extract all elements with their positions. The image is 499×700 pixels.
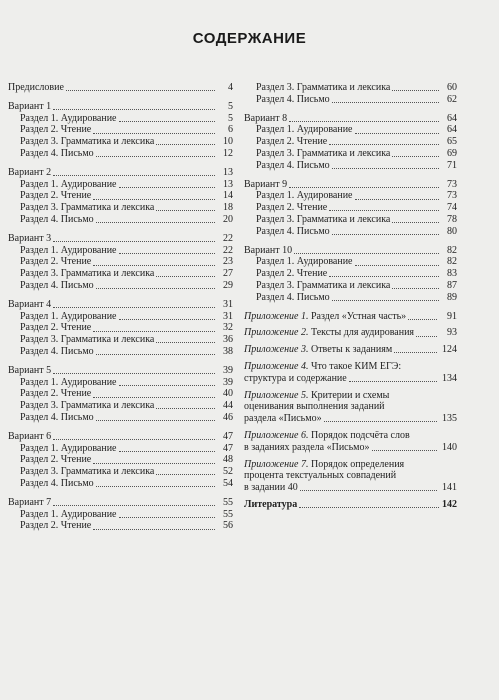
toc-entry-title: Раздел 4. Письмо [256,93,330,105]
toc-entry-section [8,466,233,478]
dot-leader [392,287,439,289]
dot-leader [332,101,439,103]
appendix-text: раздела «Письмо» [244,413,322,425]
toc-entry-variant [8,365,233,377]
toc-page-number: 93 [447,327,457,339]
appendix-line [244,311,457,323]
toc-entry-appendix [244,390,457,425]
appendix-text: Приложение 2. Тексты для аудирования [244,327,415,339]
toc-page-number: 82 [447,256,457,268]
appendix-text: оценивания выполнения заданий [244,401,385,413]
toc-page-number: 124 [442,344,457,356]
toc-entry-section [244,124,457,136]
toc-entry-title: Раздел 2. Чтение [20,124,92,136]
dot-leader [156,341,215,343]
toc-entry-section [8,148,233,160]
toc-gap [8,94,233,101]
toc-entry-title: Раздел 3. Грамматика и лексика [20,136,155,148]
toc-entry-title: Раздел 4. Письмо [20,213,94,225]
toc-page-number: 44 [223,400,233,412]
toc-entry-section [8,256,233,268]
toc-page-number: 13 [223,166,233,178]
dot-leader [119,318,216,320]
toc-page-number: 56 [223,520,233,532]
toc-gap [8,358,233,365]
dot-leader [96,353,215,355]
appendix-name: Приложение 1. [244,310,309,322]
toc-entry-section [8,388,233,400]
toc-page-number: 60 [447,82,457,93]
toc-entry-title: Раздел 4. Письмо [20,411,94,423]
toc-entry-title: Раздел 1. Аудирование [256,190,353,202]
toc-entry-appendix [244,459,457,494]
toc-page-number: 40 [223,388,233,400]
appendix-line [244,413,457,425]
toc-entry-appendix [244,344,457,356]
toc-entry-title: Раздел 3. Грамматика и лексика [20,466,155,478]
toc-entry-section [244,190,457,202]
toc-entry-title: Раздел 3. Грамматика и лексика [256,82,391,93]
toc-entry-variant [8,497,233,509]
dot-leader [53,240,215,242]
toc-entry-title: Литература [244,498,298,510]
toc-page-number: 5 [228,112,233,124]
toc-entry-title: Раздел 3. Грамматика и лексика [256,279,391,291]
appendix-name: Приложение 6. [244,429,309,441]
appendix-text: Приложение 4. Что такое КИМ ЕГЭ: [244,360,402,372]
toc-right-column [244,82,457,511]
toc-entry-title: Раздел 1. Аудирование [20,112,117,124]
dot-leader [332,167,439,169]
toc-entry-section [8,400,233,412]
toc-page-number: 142 [442,498,457,510]
appendix-text: Приложение 1. Раздел «Устная часть» [244,310,407,322]
toc-page-number: 47 [223,430,233,442]
toc-entry-appendix [244,361,457,385]
appendix-line [244,373,457,385]
toc-entry-title: Раздел 3. Грамматика и лексика [256,213,391,225]
toc-entry-title: Раздел 4. Письмо [20,477,94,489]
toc-page-number: 82 [447,244,457,256]
toc-entry-section [8,190,233,202]
toc-page-number: 55 [223,508,233,520]
dot-leader [372,449,437,451]
toc-entry-section [8,520,233,532]
toc-entry-title: Раздел 2. Чтение [20,256,92,268]
dot-leader [289,120,439,122]
appendix-line [244,327,457,339]
toc-entry-title: Раздел 4. Письмо [20,345,94,357]
toc-entry-section [8,268,233,280]
toc-page-number: 13 [223,178,233,190]
toc-page-number: 65 [447,136,457,148]
toc-entry-title: Раздел 1. Аудирование [256,256,353,268]
toc-page-number: 135 [442,413,457,425]
toc-entry-title: Раздел 2. Чтение [256,136,328,148]
toc-page-number: 64 [447,124,457,136]
toc-entry-section [244,202,457,214]
toc-entry-variant [244,179,457,191]
toc-page-number: 55 [223,496,233,508]
dot-leader [119,516,216,518]
toc-page-number: 14 [223,190,233,202]
toc-entry-title: Раздел 2. Чтение [256,268,328,280]
toc-page-number: 39 [223,376,233,388]
dot-leader [355,198,440,200]
toc-entry-appendix [244,430,457,454]
toc-gap [8,226,233,233]
dot-leader [156,209,215,211]
dot-leader [93,132,215,134]
appendix-text: в заданиях раздела «Письмо» [244,441,370,453]
dot-leader [332,299,439,301]
toc-entry-section [244,226,457,238]
dot-leader [66,89,215,91]
dot-leader [119,450,216,452]
toc-entry-title: Вариант 4 [8,298,52,310]
dot-leader [93,462,215,464]
toc-entry-section [8,179,233,191]
dot-leader [96,155,215,157]
toc-page-number: 38 [223,345,233,357]
appendix-line [244,459,457,471]
dot-leader [119,186,216,188]
dot-leader [93,528,215,530]
dot-leader [93,330,215,332]
toc-page-number: 71 [447,159,457,171]
toc-entry-title: Раздел 1. Аудирование [20,310,117,322]
dot-leader [53,174,215,176]
dot-leader [96,221,215,223]
toc-gap [8,424,233,431]
toc-page-number: 91 [447,310,457,322]
toc-gap [244,238,457,245]
toc-entry-section [8,412,233,424]
appendix-text: структура и содержание [244,372,347,384]
toc-entry-title: Раздел 1. Аудирование [20,508,117,520]
toc-entry-title: Раздел 3. Грамматика и лексика [20,202,155,214]
appendix-line [244,430,457,442]
appendix-line [244,390,457,402]
toc-entry-title: Раздел 2. Чтение [256,202,328,214]
toc-page-number: 4 [228,82,233,93]
dot-leader [392,221,439,223]
dot-leader [119,252,216,254]
toc-page-number: 20 [223,213,233,225]
toc-entry-section [244,160,457,172]
toc-page-number: 27 [223,268,233,280]
toc-entry-section [244,94,457,106]
toc-entry-title: Вариант 5 [8,364,52,376]
toc-entry-title: Раздел 1. Аудирование [20,178,117,190]
dot-leader [156,407,215,409]
toc-entry-section [8,334,233,346]
toc-entry-section [8,136,233,148]
toc-entry-title: Вариант 10 [244,244,293,256]
dot-leader [289,186,439,188]
dot-leader [156,275,215,277]
toc-page-number: 48 [223,454,233,466]
appendix-name: Приложение 7. [244,458,309,470]
dot-leader [408,318,437,320]
toc-entry-variant [8,299,233,311]
toc-entry-section [8,311,233,323]
toc-entry-title: Раздел 2. Чтение [20,190,92,202]
dot-leader [329,143,439,145]
toc-entry-section [8,454,233,466]
dot-leader [96,287,215,289]
toc-entry-section [8,113,233,125]
appendix-line [244,344,457,356]
toc-entry-title: Вариант 8 [244,112,288,124]
toc-page-number: 31 [223,310,233,322]
toc-entry-section [244,82,457,94]
dot-leader [156,143,215,145]
toc-page-number: 78 [447,213,457,225]
toc-entry-title: Вариант 2 [8,166,52,178]
dot-leader [355,264,440,266]
toc-page-number: 141 [442,482,457,494]
dot-leader [355,132,440,134]
toc-entry-title: Раздел 3. Грамматика и лексика [20,268,155,280]
toc-entry-section [244,136,457,148]
toc-page-number: 6 [228,124,233,136]
dot-leader [93,198,215,200]
toc-entry-title: Раздел 2. Чтение [20,520,92,532]
appendix-line [244,470,457,482]
toc-gap [8,490,233,497]
toc-entry-section [8,322,233,334]
toc-page-number: 31 [223,298,233,310]
dot-leader [392,89,439,91]
toc-page-number: 54 [223,477,233,489]
toc-entry-section [244,256,457,268]
toc-entry-variant [244,245,457,257]
toc-entry-title: Раздел 2. Чтение [20,388,92,400]
appendix-name: Приложение 4. [244,360,309,372]
toc-entry-title: Раздел 2. Чтение [20,322,92,334]
toc-entry-section [244,148,457,160]
toc-entry-title: Раздел 2. Чтение [20,454,92,466]
toc-page-number: 23 [223,256,233,268]
toc-page-number: 87 [447,279,457,291]
toc-entry-title: Вариант 1 [8,100,52,112]
appendix-name: Приложение 3. [244,344,309,356]
toc-entry-section [8,509,233,521]
appendix-text: в задании 40 [244,482,298,494]
toc-left-column [8,82,233,532]
toc-entry-section [244,214,457,226]
toc-entry-variant [8,101,233,113]
toc-entry-title: Раздел 1. Аудирование [20,376,117,388]
toc-gap [8,292,233,299]
toc-page-number: 74 [447,202,457,214]
toc-entry-variant [8,167,233,179]
toc-entry-variant [244,113,457,125]
toc-entry-section [8,443,233,455]
toc-entry-section [8,377,233,389]
appendix-text: Приложение 3. Ответы к заданиям [244,344,393,356]
toc-entry-appendix [244,311,457,323]
toc-page-number: 134 [442,372,457,384]
toc-page-number: 52 [223,466,233,478]
toc-gap [244,304,457,311]
toc-entry-section [8,346,233,358]
toc-entry-section [244,280,457,292]
appendix-line [244,361,457,373]
toc-page-number: 32 [223,322,233,334]
dot-leader [156,473,215,475]
toc-entry-title: Раздел 4. Письмо [256,159,330,171]
toc-entry-title: Вариант 6 [8,430,52,442]
toc-entry-title: Раздел 3. Грамматика и лексика [20,334,155,346]
toc-gap [244,172,457,179]
toc-entry-title: Вариант 9 [244,178,288,190]
dot-leader [53,372,215,374]
toc-entry-section [8,202,233,214]
toc-entry-title: Вариант 7 [8,496,52,508]
toc-entry-section [8,280,233,292]
toc-entry-section [8,245,233,257]
dot-leader [53,306,215,308]
toc-page-number: 47 [223,442,233,454]
toc-gap [8,160,233,167]
appendix-text: Приложение 6. Порядок подсчёта слов [244,429,410,441]
toc-entry-section [244,292,457,304]
toc-page-number: 73 [447,178,457,190]
dot-leader [53,504,215,506]
dot-leader [53,438,215,440]
toc-entry-title: Предисловие [8,82,64,93]
dot-leader [96,419,215,421]
toc-page-number: 18 [223,202,233,214]
toc-page-number: 29 [223,279,233,291]
dot-leader [329,275,439,277]
dot-leader [119,120,216,122]
toc-entry-section [244,268,457,280]
appendix-text: Приложение 5. Критерии и схемы [244,389,390,401]
toc-page-number: 39 [223,364,233,376]
toc-entry-variant [8,431,233,443]
toc-page-number: 89 [447,291,457,303]
toc-page-number: 73 [447,190,457,202]
appendix-name: Приложение 2. [244,327,309,339]
toc-entry-title: Раздел 4. Письмо [20,147,94,159]
toc-entry-title: Раздел 1. Аудирование [20,442,117,454]
toc-page-number: 10 [223,136,233,148]
toc-entry-section [8,124,233,136]
dot-leader [324,420,437,422]
toc-page-number: 36 [223,334,233,346]
dot-leader [392,155,439,157]
dot-leader [299,506,439,508]
toc-page-number: 22 [223,232,233,244]
toc-page-number: 22 [223,244,233,256]
toc-entry-section [8,478,233,490]
dot-leader [329,209,439,211]
dot-leader [96,485,215,487]
dot-leader [294,252,439,254]
appendix-line [244,482,457,494]
toc-entry-title: Раздел 4. Письмо [256,291,330,303]
toc-entry-section [8,214,233,226]
toc-entry-appendix [244,327,457,339]
dot-leader [332,233,439,235]
toc-page-number: 46 [223,411,233,423]
dot-leader [119,384,216,386]
toc-page-number: 12 [223,147,233,159]
toc-gap [244,106,457,113]
toc-entry-title: Вариант 3 [8,232,52,244]
dot-leader [93,396,215,398]
appendix-line [244,442,457,454]
toc-page-number: 62 [447,93,457,105]
toc-page-number: 140 [442,441,457,453]
toc-page-number: 64 [447,112,457,124]
toc-entry-title: Раздел 3. Грамматика и лексика [20,400,155,412]
dot-leader [53,108,215,110]
toc-entry-title: Раздел 3. Грамматика и лексика [256,147,391,159]
toc-page-number: 69 [447,147,457,159]
toc-entry-title: Раздел 4. Письмо [20,279,94,291]
toc-entry-title: Раздел 1. Аудирование [20,244,117,256]
appendix-line [244,401,457,413]
toc-entry-title: Раздел 1. Аудирование [256,124,353,136]
dot-leader [300,489,437,491]
dot-leader [416,335,437,337]
appendix-text: процента текстуальных совпадений [244,470,397,482]
toc-page-number: 80 [447,225,457,237]
dot-leader [349,380,437,382]
toc-entry-variant [8,82,233,94]
toc-entry-bibliography [244,499,457,511]
appendix-name: Приложение 5. [244,389,309,401]
toc-entry-title: Раздел 4. Письмо [256,225,330,237]
dot-leader [394,351,437,353]
toc-page-number: 83 [447,268,457,280]
page-title: СОДЕРЖАНИЕ [192,30,307,47]
dot-leader [93,264,215,266]
appendix-text: Приложение 7. Порядок определения [244,458,405,470]
toc-entry-variant [8,233,233,245]
toc-page-number: 5 [228,100,233,112]
